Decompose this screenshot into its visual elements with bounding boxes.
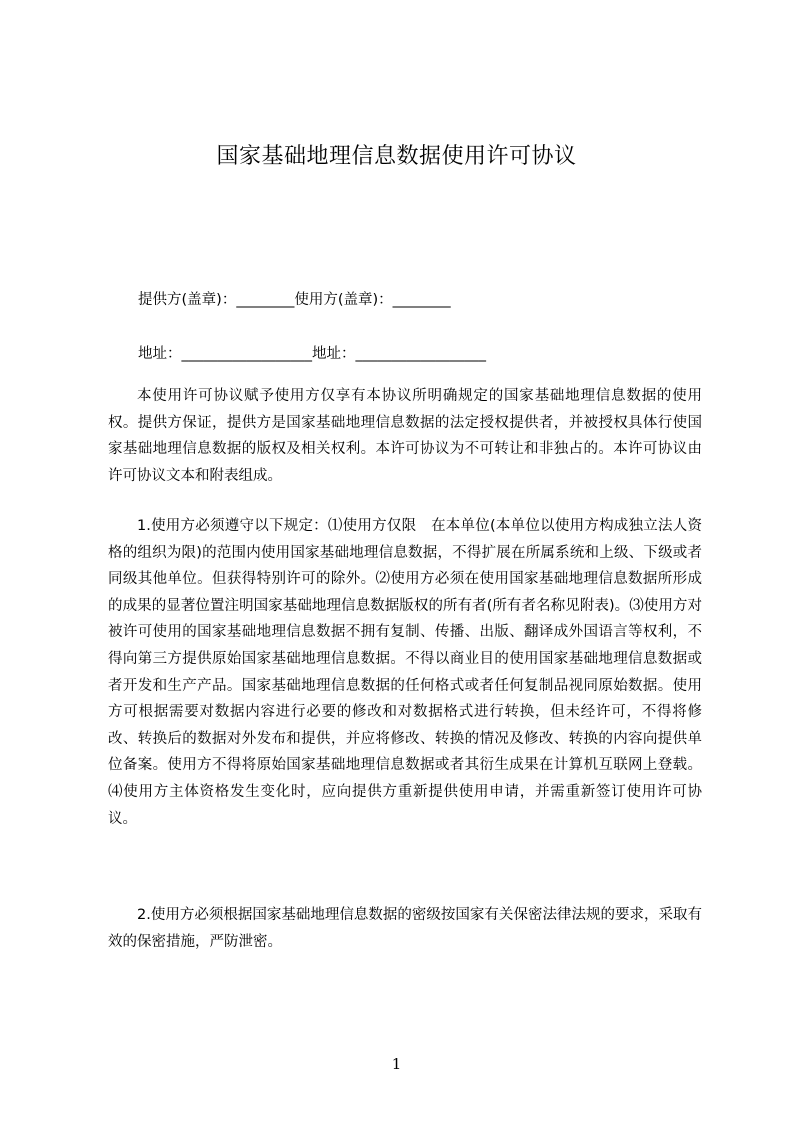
- clause-1-paragraph: 1.使用方必须遵守以下规定：⑴使用方仅限 在本单位(本单位以使用方构成独立法人资格的组织为限)的范围内使用国家基础地理信息数据，不得扩展在所属系统和上级、下级或者同级其他单位。但获得特别许可的除外。⑵使用方必须在使用国家基础地理信息数据所形成的成果的显著位置注明国家基础地理信息数据版权的所有者(所有者名称见附表)。⑶使用方对被许可使用的国家基础地理信息数据不拥有复制、传播、出版、翻译成外国语言等权利，不得向第三方提供原始国家基础地理信息数据。不得以商业目的使用国家基础地理信息数据或者开发和生产产品。国家基础地理信息数据的任何格式或者任何复制品视同原始数据。使用方可根据需要对数据内容进行必要的修改和对数据格式进行转换，但未经许可，不得将修改、转换后的数据对外发布和提供，并应将修改、转换的情况及修改、转换的内容向提供单位备案。使用方不得将原始国家基础地理信息数据或者其衍生成果在计算机互联网上登载。⑷使用方主体资格发生变化时，应向提供方重新提供使用申请，并需重新签订使用许可协议。: [108, 518, 702, 827]
- clause-2-paragraph: 2.使用方必须根据国家基础地理信息数据的密级按国家有关保密法律法规的要求，采取有效的保密措施，严防泄密。: [108, 907, 702, 950]
- intro-paragraph: 本使用许可协议赋予使用方仅享有本协议所明确规定的国家基础地理信息数据的使用权。提供方保证，提供方是国家基础地理信息数据的法定授权提供者，并被授权具体行使国家基础地理信息数据的版权及相关权利。本许可协议为不可转让和非独占的。本许可协议由许可协议文本和附表组成。: [108, 388, 702, 484]
- parties-seal-line: 提供方(盖章)：________使用方(盖章)：________: [138, 292, 451, 308]
- address-line: 地址：__________________地址：__________________: [138, 346, 486, 362]
- page-number: 1: [391, 1055, 402, 1073]
- document-title: 国家基础地理信息数据使用许可协议: [216, 144, 577, 169]
